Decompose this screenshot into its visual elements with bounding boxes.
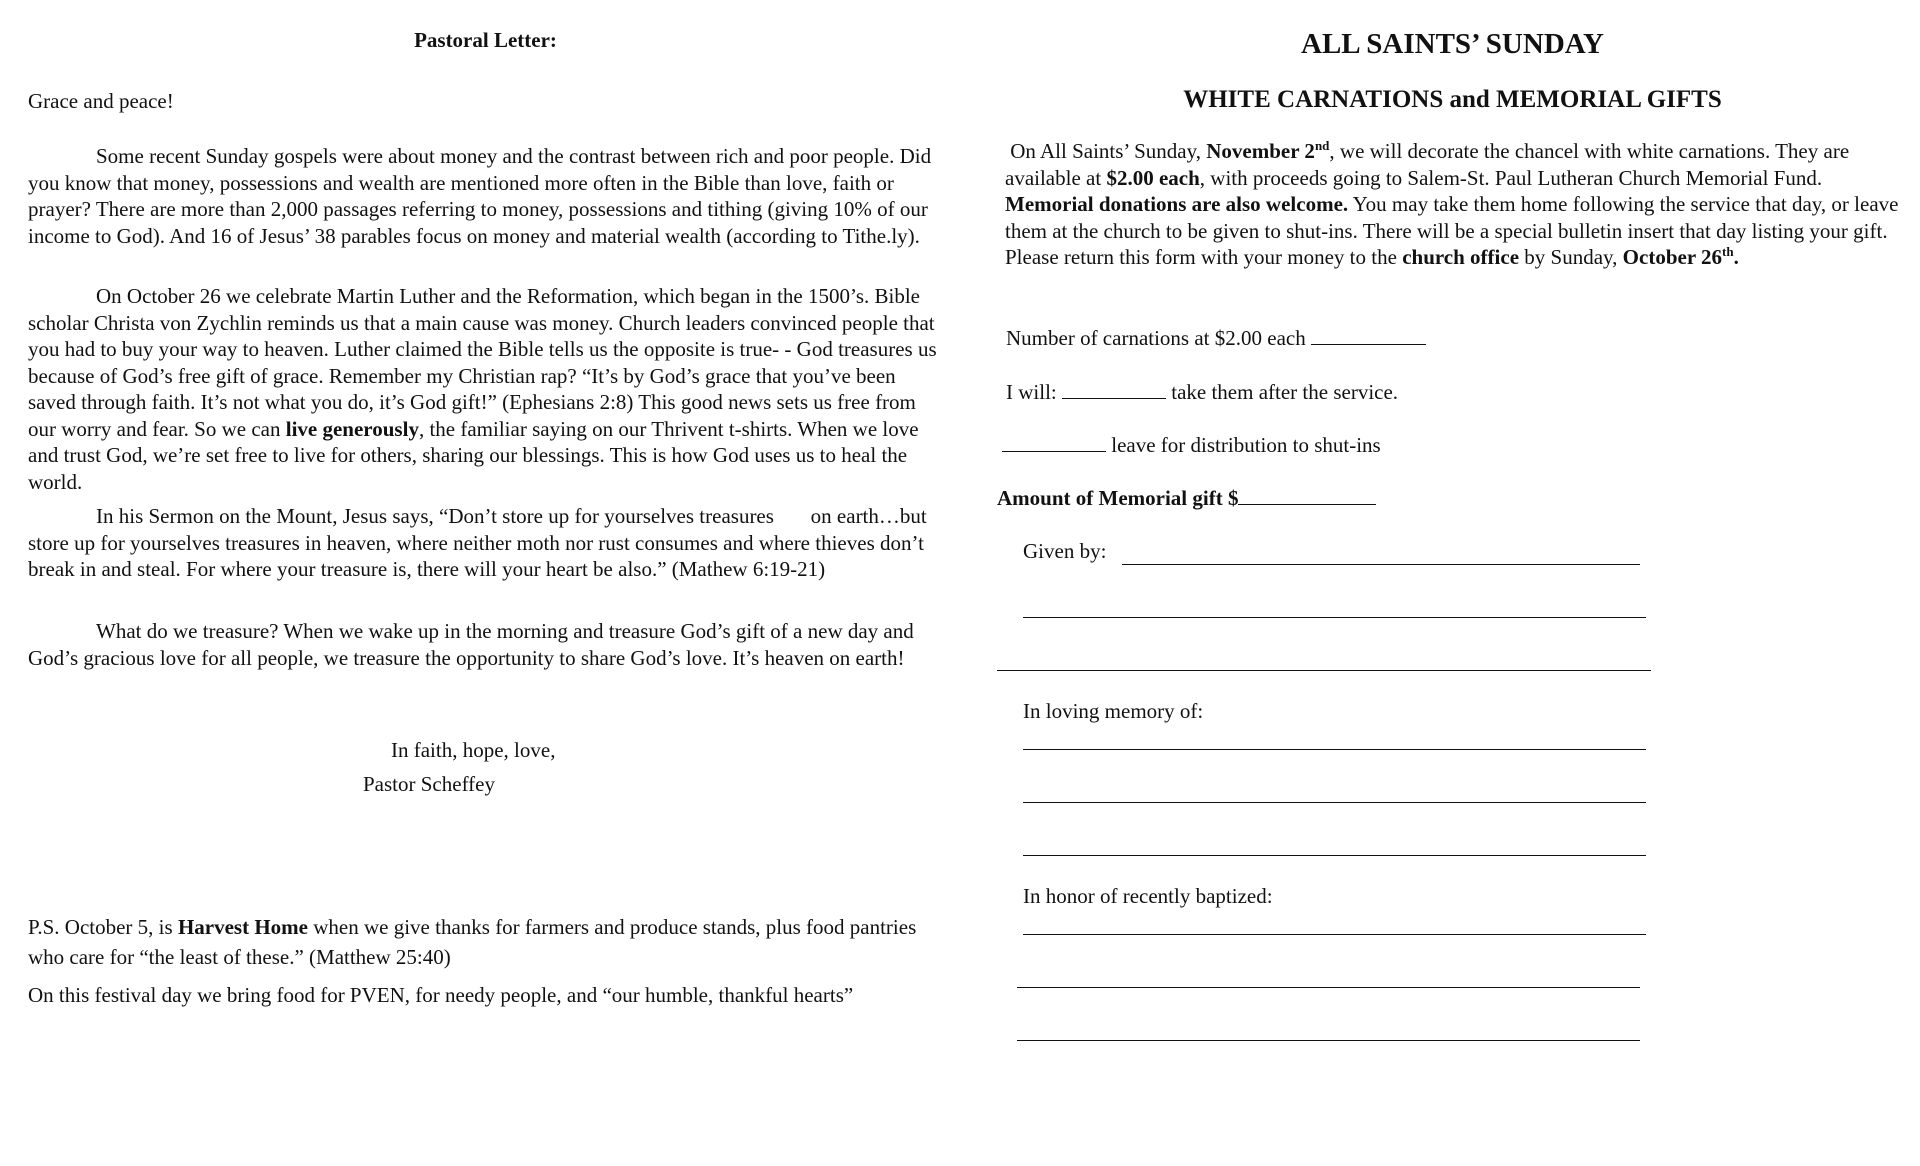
baptized-field-3[interactable] (1017, 1040, 1640, 1041)
i-will-label: I will: (1006, 380, 1057, 404)
baptized-field-2[interactable] (1017, 987, 1640, 988)
letter-postscript: P.S. October 5, is Harvest Home when we give thanks for farmers and produce stands, plus food pantries who care for “the least of these.” (Matthew 25:40) (28, 915, 917, 969)
letter-paragraph-4: What do we treasure? When we wake up in the morning and treasure God’s gift of a new day and God’s gracious love for all people, we treasure the opportunity to share God’s love. It’s heaven on earth! (28, 619, 914, 670)
carnations-count-field[interactable] (1311, 326, 1426, 345)
festival-note: On this festival day we bring food for PVEN, for needy people, and “our humble, thankful hearts” (28, 983, 854, 1007)
letter-paragraph-2: On October 26 we celebrate Martin Luther and the Reformation, which began in the 1500’s. Bible scholar Christa von Zychlin reminds us that a main cause was money. Church leaders convinced people that you had to buy your way to heaven. Luther claimed the Bible tells us the opposite is true- - God treasures us because of God’s free gift of grace. Remember my Christian rap? “It’s by God’s grace that you’ve been saved through faith. It’s not what you do, it’s God gift!” (Ephesians 2:8) This good news sets us free from our worry and fear. So we can live generously, the familiar saying on our Thrivent t-shirts. When we love and trust God, we’re set free to live for others, sharing our blessings. This is how God uses us to heal the world. (28, 284, 937, 494)
baptized-label: In honor of recently baptized: (1023, 884, 1273, 908)
letter-paragraph-3: In his Sermon on the Mount, Jesus says, “Don’t store up for yourselves treasures on earth…but store up for yourselves treasures in heaven, where neither moth nor rust consumes and where thieves don’t break in and steal. For where your treasure is, there will your heart be also.” (Mathew 6:19-21) (28, 504, 932, 581)
given-by-field-3[interactable] (997, 670, 1651, 671)
loving-memory-field-1[interactable] (1023, 749, 1646, 750)
loving-memory-field-2[interactable] (1023, 802, 1646, 803)
saints-title: ALL SAINTS’ SUNDAY (1301, 28, 1604, 60)
letter-closing: In faith, hope, love, (391, 738, 556, 762)
loving-memory-field-3[interactable] (1023, 855, 1646, 856)
memorial-amount-label: Amount of Memorial gift $ (997, 486, 1239, 510)
take-home-row (1006, 380, 1398, 405)
shut-ins-row (1002, 433, 1381, 458)
live-generously-text: live generously (285, 416, 419, 441)
saints-subtitle: WHITE CARNATIONS and MEMORIAL GIFTS (1183, 86, 1722, 113)
carnations-count-row (1006, 326, 1426, 351)
given-by-field[interactable] (1122, 564, 1640, 565)
saints-intro: On All Saints’ Sunday, November 2nd, we will decorate the chancel with white carnations. They are available at $2.00 each, with proceeds going to Salem-St. Paul Lutheran Church Memorial Fund. Memorial donations are also welcome. You may take them home following the service that day, or leave them at the church to be given to shut-ins. There will be a special bulletin insert that day listing your gift. Please return this form with your money to the church office by Sunday, October 26th. (1005, 138, 1904, 269)
memorial-amount-field[interactable] (1238, 486, 1376, 505)
given-by-label: Given by: (1023, 539, 1107, 563)
given-by-field-2[interactable] (1023, 617, 1646, 618)
harvest-home-text: Harvest Home (177, 915, 308, 939)
take-home-field[interactable] (1062, 380, 1166, 399)
baptized-field-1[interactable] (1023, 934, 1646, 935)
letter-paragraph-1: Some recent Sunday gospels were about money and the contrast between rich and poor people. Did you know that money, possessions and wealth are mentioned more often in the Bible than love, faith or prayer? There are more than 2,000 passages referring to money, possessions and tithing (giving 10% of our income to God). And 16 of Jesus’ 38 parables focus on money and material wealth (according to Tithe.ly). (28, 144, 932, 248)
carnations-label: Number of carnations at $2.00 each (1006, 326, 1306, 350)
letter-greeting: Grace and peace! (28, 89, 174, 113)
shut-ins-label: leave for distribution to shut-ins (1111, 433, 1381, 457)
take-home-label: take them after the service. (1171, 380, 1399, 404)
letter-heading: Pastoral Letter: (414, 28, 557, 52)
shut-ins-field[interactable] (1002, 433, 1106, 452)
memorial-amount-row (997, 486, 1376, 511)
loving-memory-label: In loving memory of: (1023, 699, 1204, 723)
letter-signature: Pastor Scheffey (363, 772, 495, 796)
